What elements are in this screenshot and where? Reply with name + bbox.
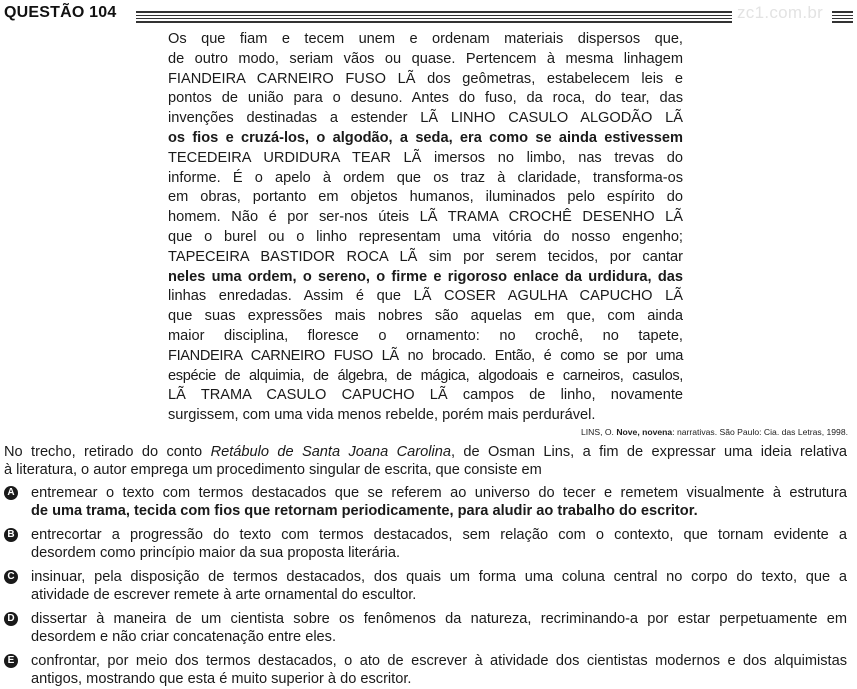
option-line-1: confrontar, por meio dos termos destacados, o ato de escrever à atividade dos cientistas modernos e dos alquimistas: [31, 653, 847, 669]
passage-line: que o burel ou o linho representam uma vitória do nosso engenho;: [168, 228, 683, 245]
passage-line: linhas enredadas. Assim é que LÃ COSER AGULHA CAPUCHO LÃ: [168, 288, 683, 305]
passage-line: pontos de união para o desuno. Antes do fuso, da roca, do tear, das: [168, 90, 683, 107]
option-letter-badge: A: [4, 486, 18, 500]
passage-line: maior disciplina, floresce o ornamento: no crochê, no tapete,: [168, 327, 683, 344]
option-line-2: antigos, mostrando que esta é muito superior à do escritor.: [31, 671, 412, 687]
site-watermark: zc1.com.br: [737, 3, 824, 22]
passage-line: TAPECEIRA BASTIDOR ROCA LÃ sim por serem tecidos, por cantar: [168, 248, 683, 265]
source-title: Nove, novena: [616, 427, 673, 437]
passage-line: LÃ TRAMA CASULO CAPUCHO LÃ campos de linho, novamente: [168, 387, 683, 404]
option-line-1: dissertar à maneira de um cientista sobre os fenômenos da natureza, recriminando-a por estar perpetuamente em: [31, 611, 847, 627]
passage-text: [168, 30, 683, 426]
stem-line-2: à literatura, o autor emprega um procedimento singular de escrita, que consiste em: [4, 462, 542, 478]
option-line-1: insinuar, pela disposição de termos destacados, dos quais um forma uma coluna central no corpo do texto, que a: [31, 569, 847, 585]
option-line-2: de uma trama, tecida com fios que retornam periodicamente, para aludir ao trabalho do escritor.: [31, 503, 698, 519]
option-text: [31, 652, 847, 688]
passage-line: de outro modo, seriam vãos ou quase. Pertencem à mesma linhagem: [168, 50, 683, 67]
question-stem: [4, 443, 847, 479]
option-letter-badge: E: [4, 654, 18, 668]
option-line-1: entrecortar a progressão do texto com termos destacados, sem relação com o contexto, que tornam evidente a: [31, 527, 847, 543]
question-number: QUESTÃO 104: [4, 4, 117, 21]
source-details: : narrativas. São Paulo: Cia. das Letras, 1998.: [672, 427, 848, 437]
option-line-2: atividade de escrever remete à arte ornamental do escultor.: [31, 587, 417, 603]
passage-line: TECEDEIRA URDIDURA TEAR LÃ imersos no limbo, nas trevas do: [168, 149, 683, 166]
option-letter-badge: C: [4, 570, 18, 584]
passage-line: espécie de alquimia, de álgebra, de mágica, algodoais e carneiros, casulos,: [168, 367, 683, 384]
stem-line-1: [4, 443, 847, 461]
passage-line: FIANDEIRA CARNEIRO FUSO LÃ dos geômetras, estabelecem leis e: [168, 70, 683, 87]
passage-line: FIANDEIRA CARNEIRO FUSO LÃ no brocado. Então, é como se por uma: [168, 347, 683, 364]
passage-line: invenções destinadas a estender LÃ LINHO CASULO ALGODÃO LÃ: [168, 110, 683, 127]
option-line-2: desordem como princípio maior da sua proposta literária.: [31, 545, 401, 561]
option-text: [31, 610, 847, 646]
option-text: [31, 484, 847, 520]
source-author: LINS, O.: [580, 427, 617, 437]
option-text: [31, 568, 847, 604]
question-header: [4, 3, 853, 25]
stem-story-title: Retábulo de Santa Joana Carolina: [210, 444, 451, 460]
passage-line: Os que fiam e tecem unem e ordenam materiais dispersos que,: [168, 31, 683, 47]
passage-line: neles uma ordem, o sereno, o firme e rigoroso enlace da urdidura, das: [168, 268, 683, 285]
passage-line: homem. Não é por ser-nos úteis LÃ TRAMA CROCHÊ DESENHO LÃ: [168, 209, 683, 226]
stem-text-b: , de Osman Lins, a fim de expressar uma ideia relativa: [450, 444, 847, 460]
passage-line: informe. É o apelo à ordem que os traz à claridade, transforma-os: [168, 169, 683, 186]
passage-line: surgissem, com uma vida menos rebelde, porém mais perdurável.: [168, 407, 596, 424]
option-letter-badge: D: [4, 612, 18, 626]
option-text: [31, 526, 847, 562]
header-rule: [136, 11, 732, 25]
header-rule-end: [832, 11, 853, 25]
option-letter-badge: B: [4, 528, 18, 542]
passage-line: os fios e cruzá-los, o algodão, a seda, era como se ainda estivessem: [168, 129, 683, 146]
stem-text-a: No trecho, retirado do conto: [4, 444, 211, 460]
passage-line: em obras, portanto em objetos humanos, iluminados pelo espírito do: [168, 189, 683, 206]
option-line-2: desordem e não criar concatenação entre eles.: [31, 629, 337, 645]
option-line-1: entremear o texto com termos destacados que se referem ao universo do tecer e remetem visualmente à estrutura: [31, 485, 847, 501]
passage-source: [581, 427, 848, 437]
passage-line: que suas expressões mais nobres são aquelas em que, com ainda: [168, 308, 683, 325]
